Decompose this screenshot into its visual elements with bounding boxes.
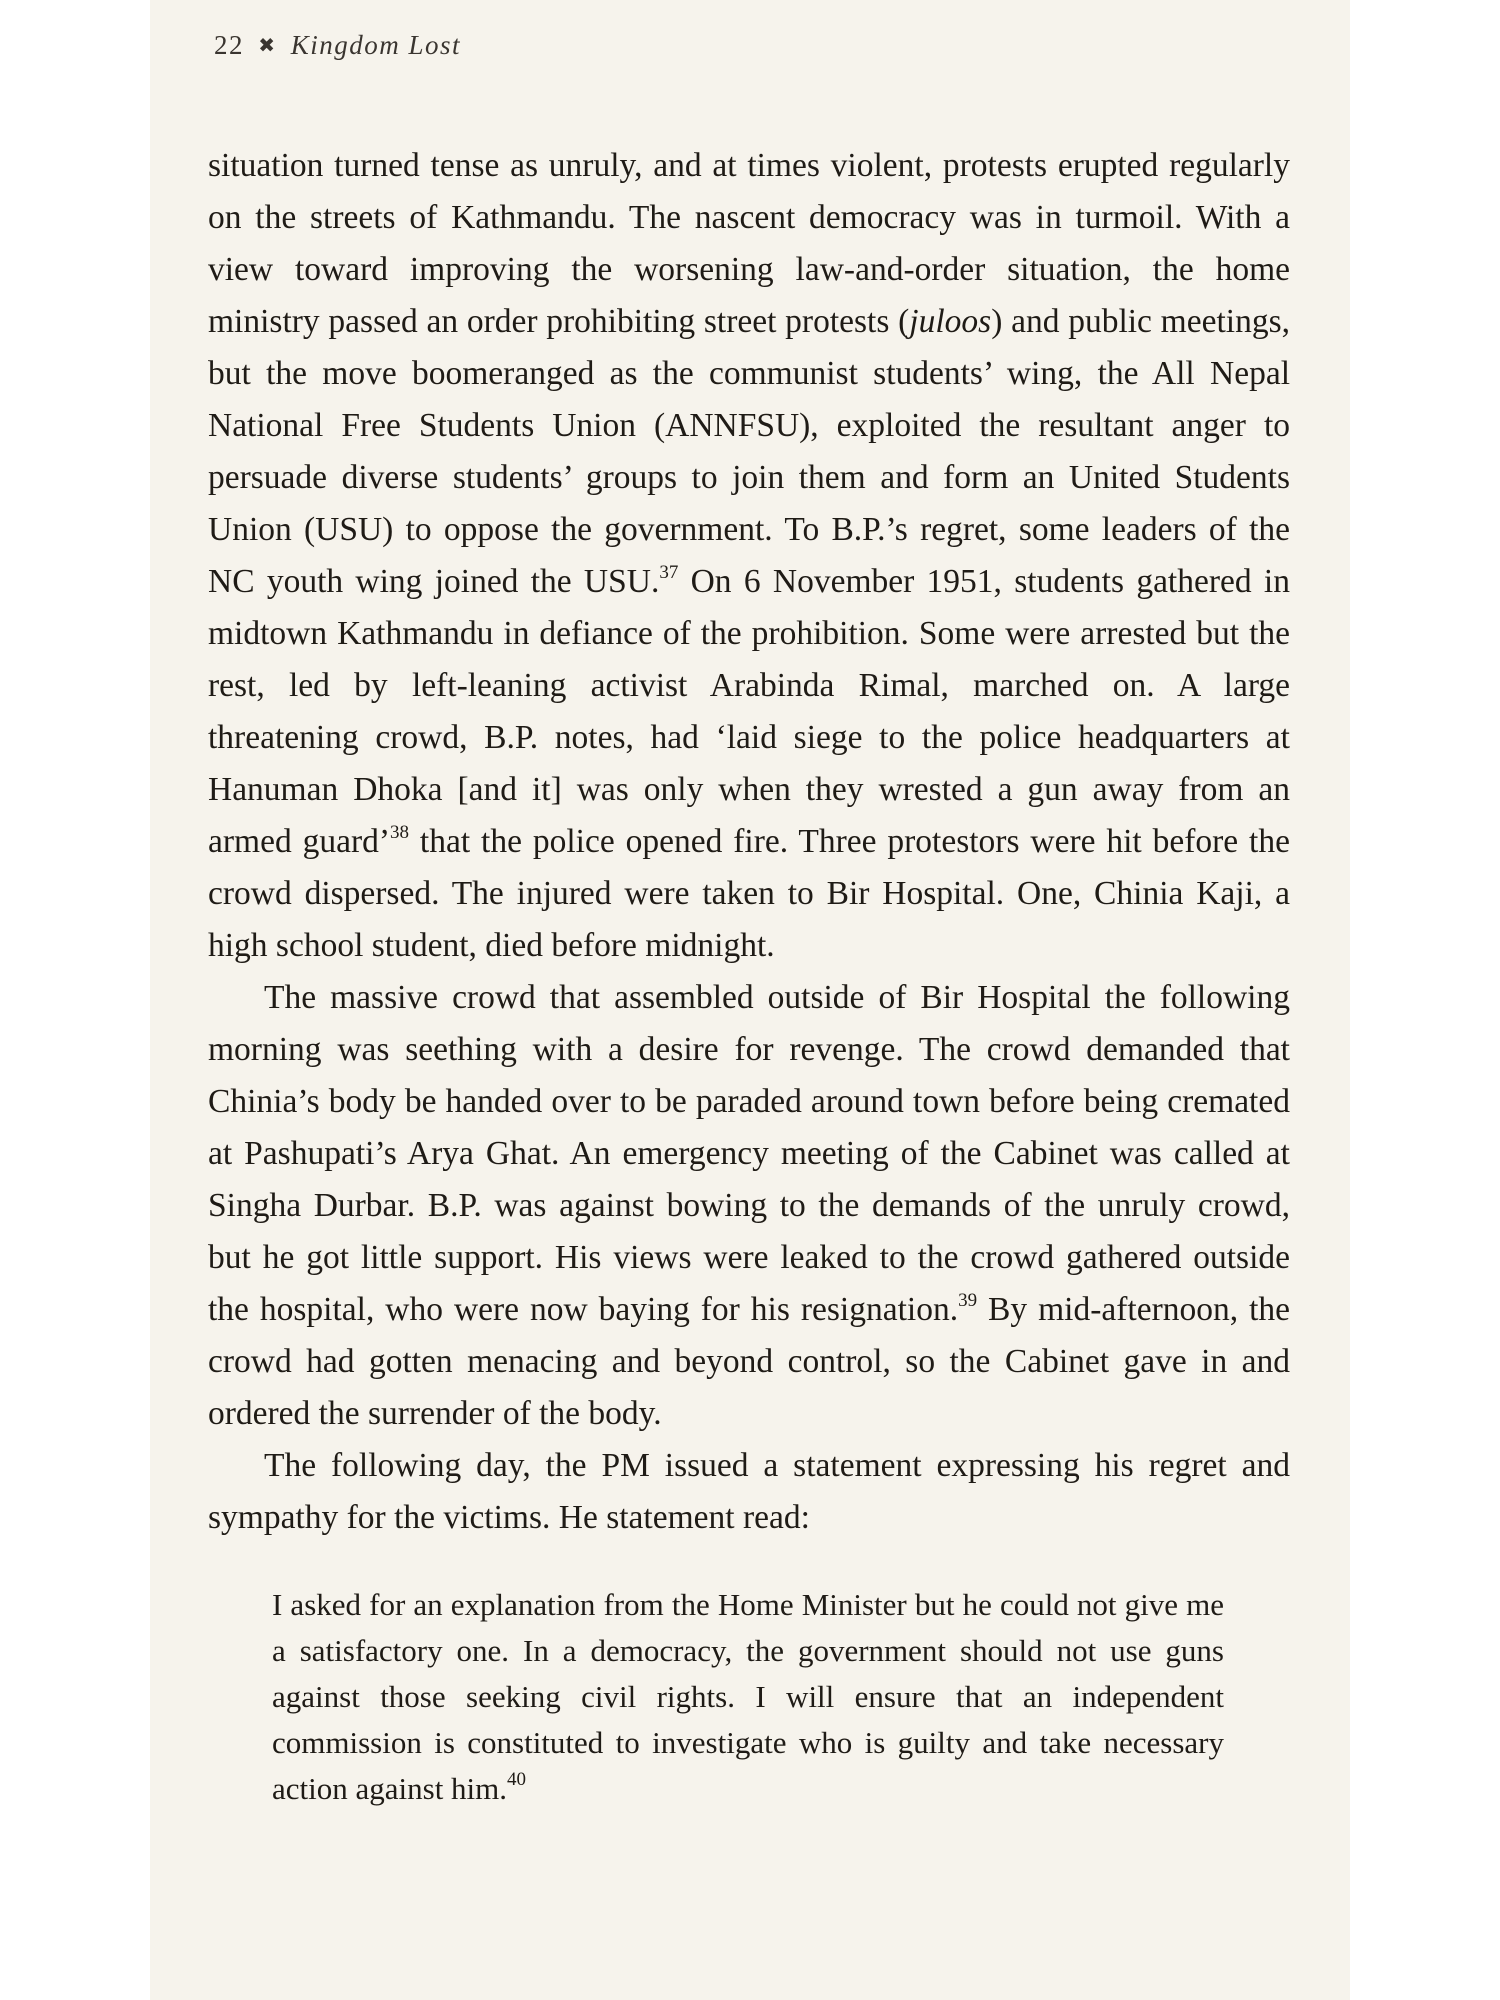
book-title: Kingdom Lost [290,30,462,60]
footnote-ref-40: 40 [507,1769,527,1790]
cross-ornament-icon: ✖ [258,35,277,57]
paragraph-1-text-b: ) and public meetings, but the move boomeranged as the communist students’ wing, the All Nepal National Free Students Union (ANNFSU), exploited the resultant anger to persuade diverse students’ groups to join them and form an United Students Union (USU) to oppose the government. To B.P.’s regret, some leaders of the NC youth wing joined the USU. [208,303,1290,600]
paragraph-1-text-d: that the police opened fire. Three protestors were hit before the crowd dispersed. The injured were taken to Bir Hospital. One, Chinia Kaji, a high school student, died before midnight. [208,823,1290,964]
paragraph-1-text-a: situation turned tense as unruly, and at times violent, protests erupted regularly on the streets of Kathmandu. The nascent democracy was in turmoil. With a view toward improving the worsening law-and-order situation, the home ministry passed an order prohibiting street protests ( [208,147,1290,340]
body-text [208,140,1290,1812]
block-quote [272,1582,1224,1812]
page-number: 22 [214,30,244,60]
running-head [214,30,461,61]
paragraph-2 [208,972,1290,1440]
paragraph-3: The following day, the PM issued a statement expressing his regret and sympathy for the victims. He statement read: [208,1447,1290,1536]
paragraph-1 [208,140,1290,972]
paragraph-1-text-c: On 6 November 1951, students gathered in midtown Kathmandu in defiance of the prohibition. Some were arrested but the rest, led by left-leaning activist Arabinda Rimal, marched on. A large threatening crowd, B.P. notes, had ‘laid siege to the police headquarters at Hanuman Dhoka [and it] was only when they wrested a gun away from an armed guard’ [208,563,1290,860]
italic-term: juloos [909,303,992,340]
footnote-ref-38: 38 [390,822,410,843]
block-quote-text: I asked for an explanation from the Home Minister but he could not give me a satisfactory one. In a democracy, the government should not use guns against those seeking civil rights. I will ensure that an independent commission is constituted to investigate who is guilty and take necessary action against him. [272,1587,1224,1806]
paragraph-2-text-b: By mid-afternoon, the crowd had gotten menacing and beyond control, so the Cabinet gave in and ordered the surrender of the body. [208,1291,1290,1432]
paragraph-2-text-a: The massive crowd that assembled outside of Bir Hospital the following morning was seething with a desire for revenge. The crowd demanded that Chinia’s body be handed over to be paraded around town before being cremated at Pashupati’s Arya Ghat. An emergency meeting of the Cabinet was called at Singha Durbar. B.P. was against bowing to the demands of the unruly crowd, but he got little support. His views were leaked to the crowd gathered outside the hospital, who were now baying for his resignation. [208,979,1290,1328]
footnote-ref-37: 37 [659,562,679,583]
footnote-ref-39: 39 [958,1290,978,1311]
